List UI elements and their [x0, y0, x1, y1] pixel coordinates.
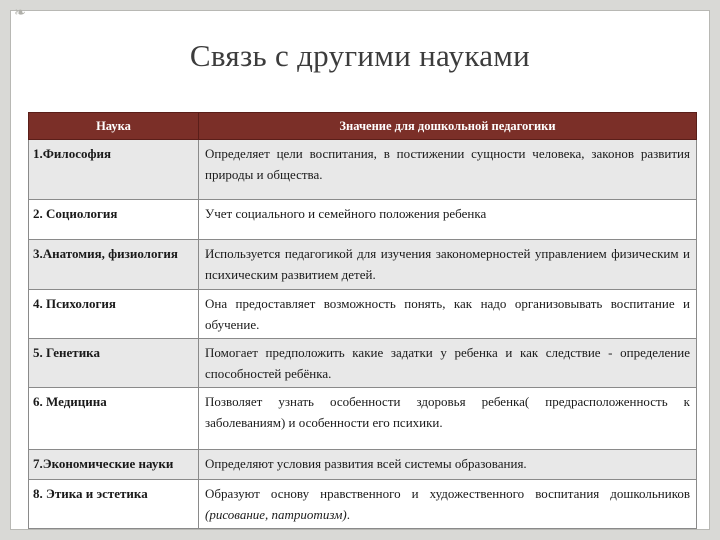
- table-row: [29, 339, 697, 388]
- science-cell: 5. Генетика: [29, 339, 199, 388]
- science-cell: 4. Психология: [29, 290, 199, 339]
- meaning-cell: Позволяет узнать особенности здоровья ребенка( предрасположенность к заболеваниям) и особенности его психики.: [199, 388, 697, 450]
- table-row: [29, 450, 697, 480]
- science-cell: 6. Медицина: [29, 388, 199, 450]
- table-header-row: [29, 113, 697, 140]
- sciences-table: [28, 112, 697, 529]
- meaning-cell: Помогает предположить какие задатки у ребенка и как следствие - определение способностей ребёнка.: [199, 339, 697, 388]
- table-row: [29, 140, 697, 200]
- meaning-italic-text: (рисование, патриотизм): [205, 507, 347, 522]
- science-cell: 8. Этика и эстетика: [29, 480, 199, 529]
- table-row: [29, 290, 697, 339]
- science-cell: 7.Экономические науки: [29, 450, 199, 480]
- table-row: [29, 240, 697, 290]
- meaning-tail-text: .: [346, 507, 350, 522]
- meaning-cell: Определяет цели воспитания, в постижении сущности человека, законов развития природы и общества.: [199, 140, 697, 200]
- meaning-cell: Она предоставляет возможность понять, как надо организовывать воспитание и обучение.: [199, 290, 697, 339]
- table-row: [29, 200, 697, 240]
- header-science: Наука: [29, 113, 199, 140]
- slide-title: Связь с другими науками: [189, 38, 531, 73]
- meaning-text: Образуют основу нравственного и художественного воспитания дошкольников: [205, 486, 690, 501]
- meaning-cell: [199, 480, 697, 529]
- header-meaning: Значение для дошкольной педагогики: [199, 113, 697, 140]
- science-cell: 2. Социология: [29, 200, 199, 240]
- meaning-cell: Учет социального и семейного положения ребенка: [199, 200, 697, 240]
- slide-corner-icon: ❧: [14, 5, 26, 21]
- meaning-cell: Используется педагогикой для изучения закономерностей управлением физическим и психическим развитием детей.: [199, 240, 697, 290]
- table-row: [29, 480, 697, 529]
- science-cell: 1.Философия: [29, 140, 199, 200]
- meaning-cell: Определяют условия развития всей системы образования.: [199, 450, 697, 480]
- table-row: [29, 388, 697, 450]
- science-cell: 3.Анатомия, физиология: [29, 240, 199, 290]
